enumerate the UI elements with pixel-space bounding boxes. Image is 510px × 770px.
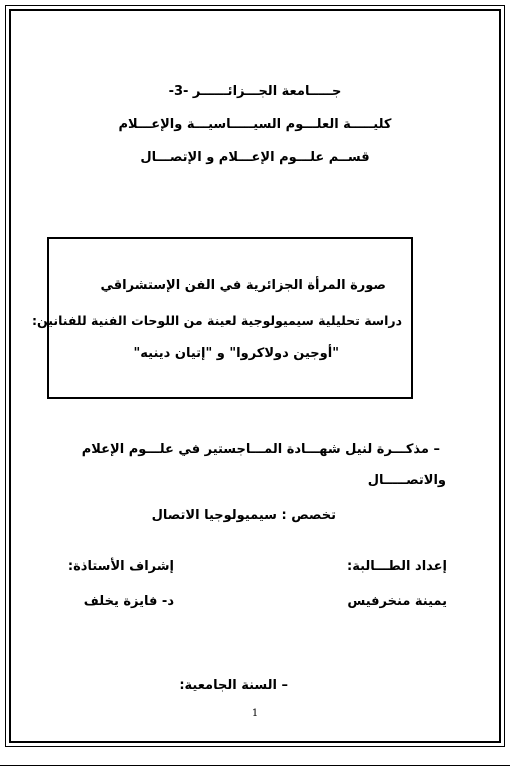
supervisor-name: د- فايزة يخلف <box>83 594 174 609</box>
student-name: يمينة منخرفيس <box>347 594 447 609</box>
supervisor-label: إشراف الأستاذة: <box>67 559 174 574</box>
department-name: قســم علـــوم الإعـــلام و الإتصـــال <box>140 150 370 165</box>
thesis-purpose-line1: – مذكـــرة لنيل شهـــادة المـــاجستير في علـــوم الإعلام <box>81 442 440 457</box>
thesis-title-line3: "أوجين دولاكروا" و "إتيان دينيه" <box>133 346 339 361</box>
page-number: 1 <box>251 708 259 719</box>
faculty-name: كليـــــة العلـــوم السيـــــاسيـــة والإعـــلام <box>118 117 392 132</box>
student-label: إعداد الطـــالبة: <box>347 559 447 574</box>
thesis-title-line1: صورة المرأة الجزائرية في الفن الإستشراقي <box>100 278 386 293</box>
university-name: جـــــامعة الجـــزائــــــر -3- <box>168 84 342 99</box>
bottom-divider <box>0 765 510 766</box>
thesis-title-line2: دراسة تحليلية سيميولوجية لعينة من اللوحات الفنية للفنانين: <box>32 313 402 328</box>
specialty: تخصص : سيميولوجيا الاتصال <box>151 508 336 523</box>
academic-year: – السنة الجامعية: <box>179 678 288 693</box>
thesis-purpose-line2: والاتصـــــال <box>367 473 446 488</box>
